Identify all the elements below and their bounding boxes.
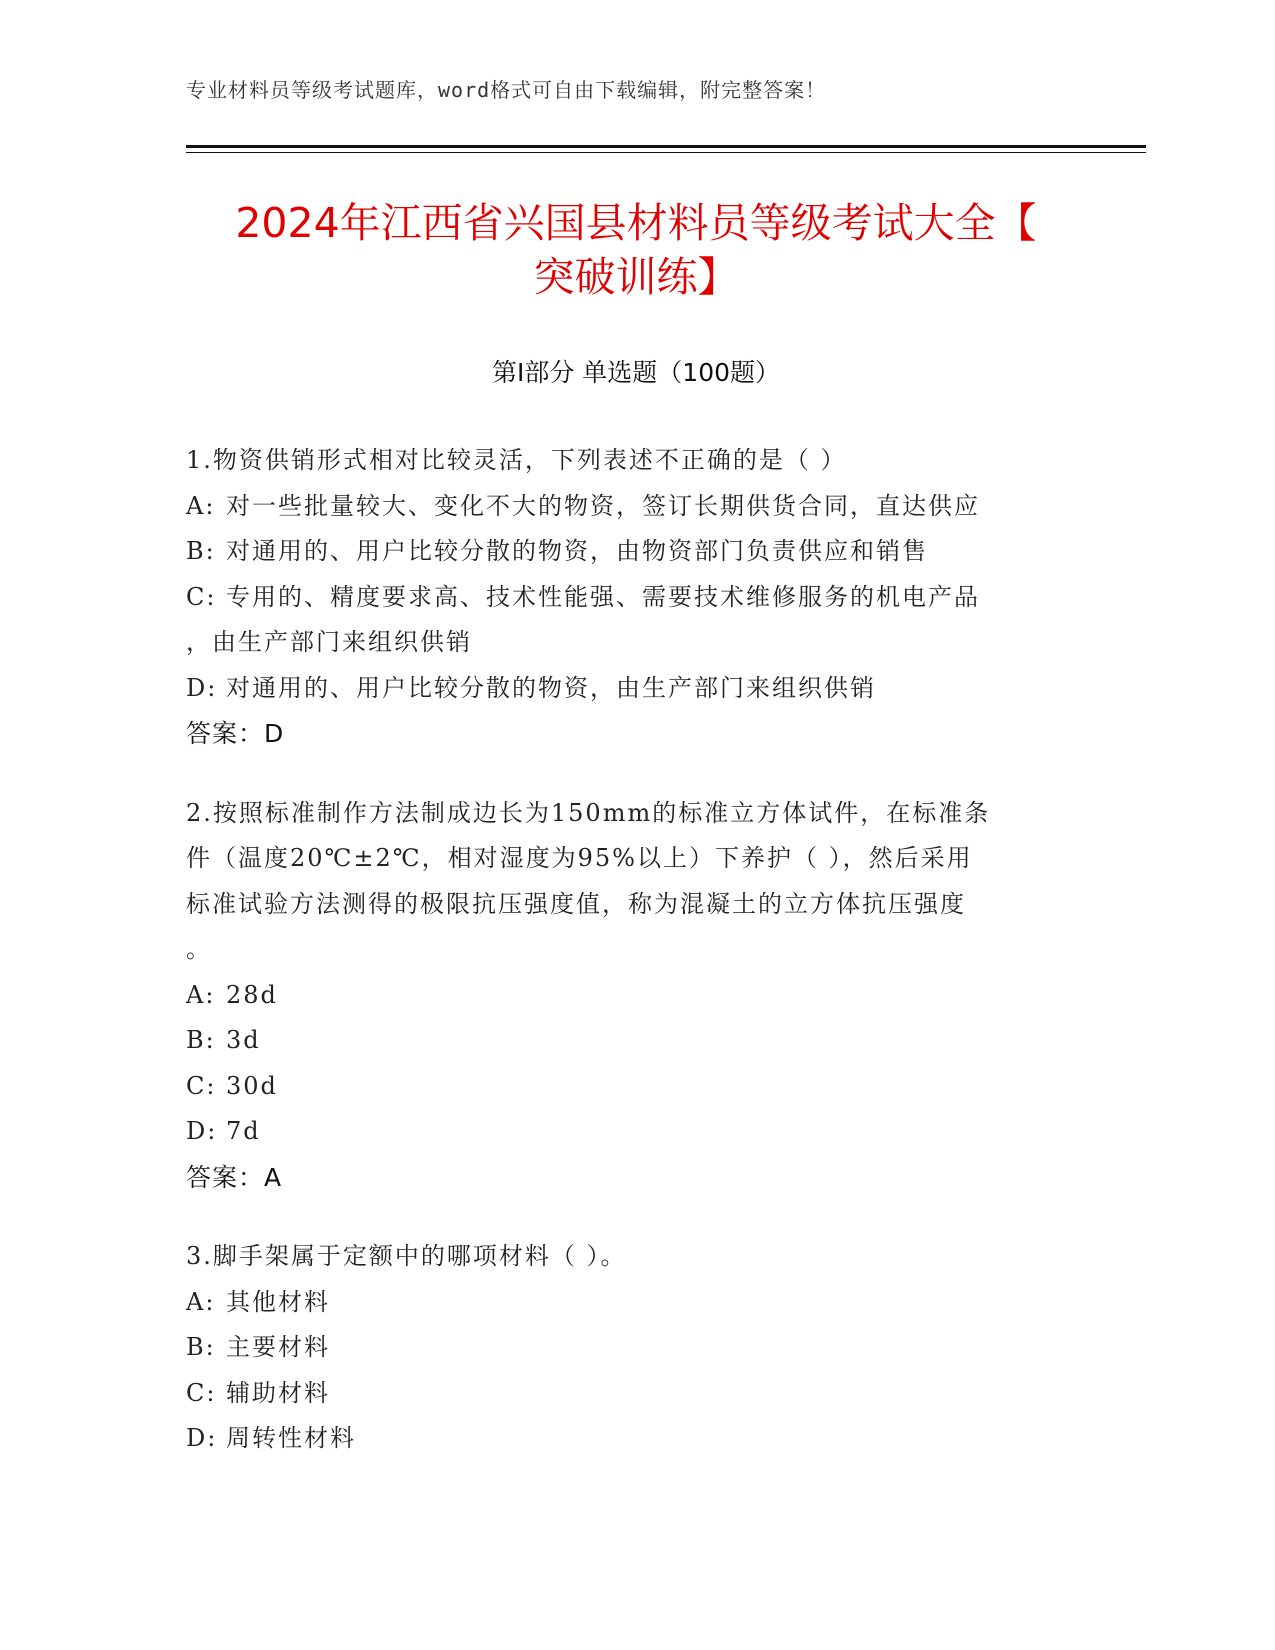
option-letter: B: (186, 1026, 216, 1054)
option-letter: D: (186, 673, 218, 702)
section-heading: 第Ⅰ部分 单选题（100题） (491, 358, 781, 387)
document-title (186, 196, 1086, 304)
question-stem-line: 2.按照标准制作方法制成边长为150mm的标准立方体试件，在标准条 (186, 798, 991, 827)
option-text: 28d (226, 980, 278, 1009)
option-a (186, 973, 1086, 1019)
option-letter: A: (186, 491, 216, 520)
question-2 (186, 791, 1086, 1201)
option-text: 3d (226, 1026, 261, 1054)
option-letter: B: (186, 537, 216, 565)
option-c (186, 620, 1086, 666)
option-c (186, 1371, 1086, 1417)
option-text: 对一些批量较大、变化不大的物资，签订长期供货合同，直达供应 (226, 491, 980, 520)
answer-line: 答案：D (186, 719, 285, 748)
option-text: 对通用的、用户比较分散的物资，由生产部门来组织供销 (226, 673, 876, 702)
option-d (186, 1109, 1086, 1155)
title-line-1: 2024年江西省兴国县材料员等级考试大全【 (235, 199, 1037, 247)
question-3 (186, 1234, 1086, 1462)
option-text: 周转性材料 (226, 1424, 356, 1452)
question-stem-line: 标准试验方法测得的极限抗压强度值，称为混凝土的立方体抗压强度 (186, 889, 966, 918)
option-letter: C: (186, 1378, 217, 1407)
option-text: 专用的、精度要求高、技术性能强、需要技术维修服务的机电产品 (226, 582, 980, 611)
option-text: 30d (226, 1071, 278, 1100)
option-b (186, 1325, 1086, 1371)
question-list (186, 438, 1086, 1496)
option-a (186, 1280, 1086, 1326)
option-letter: B: (186, 1333, 216, 1361)
title-line-2: 突破训练】 (533, 253, 739, 301)
option-d (186, 666, 1086, 712)
header-note: 专业材料员等级考试题库，word格式可自由下载编辑，附完整答案！ (186, 78, 827, 102)
question-1 (186, 438, 1086, 757)
question-stem-line: 3.脚手架属于定额中的哪项材料（ ）。 (186, 1242, 627, 1270)
option-c (186, 1064, 1086, 1110)
option-letter: A: (186, 980, 216, 1009)
option-text: 辅助材料 (226, 1378, 330, 1407)
option-text: ，由生产部门来组织供销 (186, 628, 472, 656)
option-b (186, 1018, 1086, 1064)
option-letter: A: (186, 1287, 216, 1316)
option-b (186, 529, 1086, 575)
option-letter: C: (186, 1071, 217, 1100)
option-letter: D: (186, 1117, 218, 1145)
option-letter: D: (186, 1424, 218, 1452)
header-rule-thin (186, 152, 1146, 153)
option-text: 7d (226, 1117, 261, 1145)
option-a (186, 484, 1086, 530)
option-letter: C: (186, 582, 217, 611)
option-c (186, 575, 1086, 621)
option-d (186, 1416, 1086, 1462)
answer-line: 答案：A (186, 1162, 283, 1192)
question-stem-line: 。 (186, 935, 212, 963)
option-text: 其他材料 (226, 1287, 330, 1316)
option-text: 对通用的、用户比较分散的物资，由物资部门负责供应和销售 (226, 537, 928, 565)
header-rule-thick (186, 145, 1146, 148)
question-stem-line: 1.物资供销形式相对比较灵活，下列表述不正确的是（ ） (186, 446, 847, 474)
option-text: 主要材料 (226, 1333, 330, 1361)
question-stem-line: 件（温度20℃±2℃，相对湿度为95%以上）下养护（ ），然后采用 (186, 844, 973, 872)
